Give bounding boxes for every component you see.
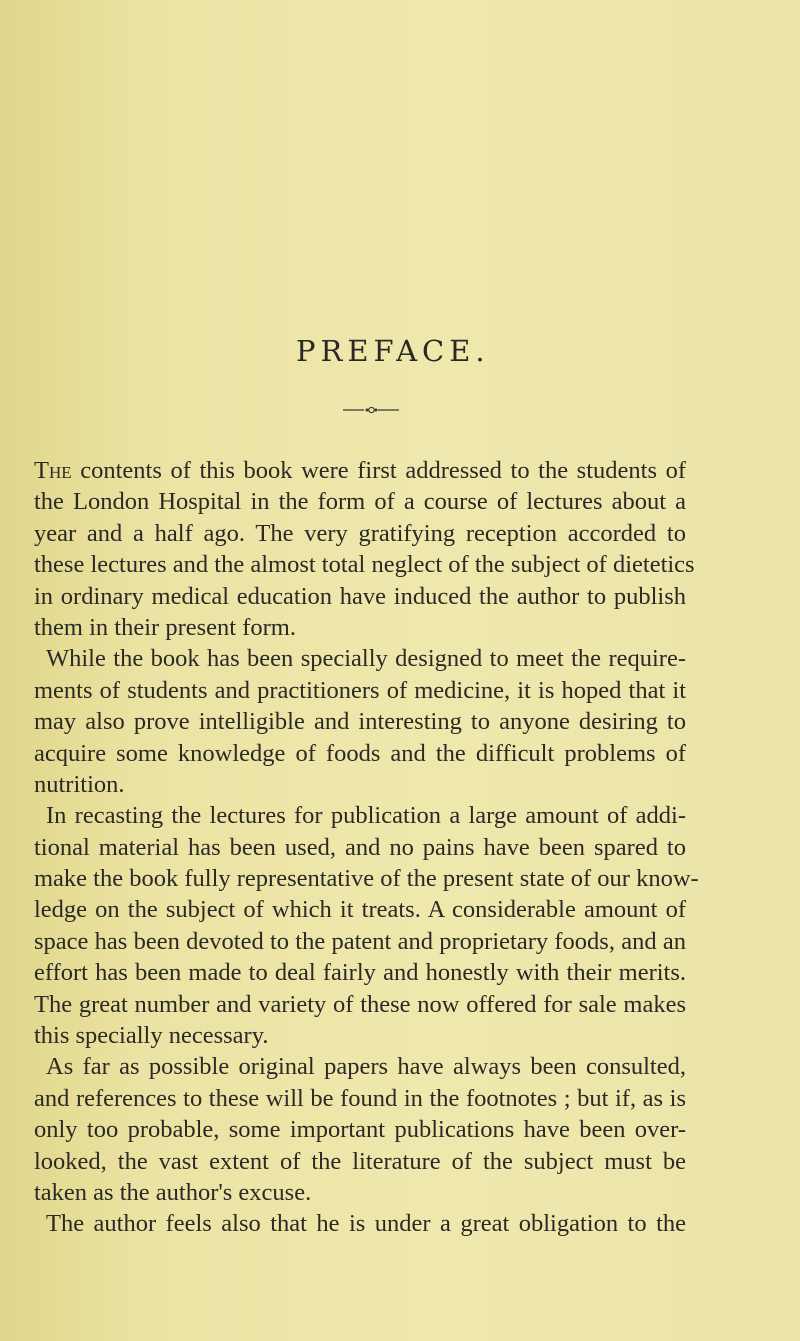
text-line: in ordinary medical education have induced the author to publish <box>34 582 686 610</box>
text-line: only too probable, some important publications have been over- <box>34 1116 686 1144</box>
text-line: acquire some knowledge of foods and the difficult problems of <box>34 739 686 767</box>
text-line: looked, the vast extent of the literature of the subject must be <box>34 1147 686 1175</box>
lead-word: The <box>34 457 72 484</box>
paragraph <box>34 800 699 1051</box>
text-line: space has been devoted to the patent and proprietary foods, and an <box>34 927 686 955</box>
text-line: them in their present form. <box>34 613 296 641</box>
text-line: these lectures and the almost total neglect of the subject of dietetics <box>34 551 695 579</box>
text-line: The author feels also that he is under a great obligation to the <box>46 1210 686 1238</box>
text-line: As far as possible original papers have always been consulted, <box>46 1053 686 1081</box>
text-line: ledge on the subject of which it treats. A considerable amount of <box>34 896 686 924</box>
text-line: In recasting the lectures for publication a large amount of addi- <box>46 802 686 830</box>
text-line: tional material has been used, and no pains have been spared to <box>34 833 686 861</box>
ornament-divider-icon <box>343 406 399 414</box>
text-line: year and a half ago. The very gratifying reception accorded to <box>34 519 686 547</box>
text-line: ments of students and practitioners of medicine, it is hoped that it <box>34 676 686 704</box>
paragraph <box>34 455 695 643</box>
text-line: may also prove intelligible and interesting to anyone desiring to <box>34 708 686 736</box>
paragraph <box>34 1051 686 1208</box>
text-line: and references to these will be found in the footnotes ; but if, as is <box>34 1084 686 1112</box>
text-line: While the book has been specially designed to meet the require- <box>46 645 686 673</box>
text-line: the London Hospital in the form of a course of lectures about a <box>34 488 686 516</box>
paragraph <box>34 643 686 800</box>
text-line: taken as the author's excuse. <box>34 1178 312 1206</box>
text-line: nutrition. <box>34 770 125 798</box>
text-line: this specially necessary. <box>34 1022 269 1050</box>
page-heading: PREFACE. <box>296 334 490 368</box>
preface-text <box>34 455 699 1240</box>
text-line: The great number and variety of these now offered for sale makes <box>34 990 686 1018</box>
text-line: effort has been made to deal fairly and honestly with their merits. <box>34 959 686 987</box>
text-line: make the book fully representative of the present state of our know- <box>34 865 699 893</box>
text-line: The contents of this book were first addressed to the students of <box>34 457 686 484</box>
paragraph <box>34 1208 686 1239</box>
